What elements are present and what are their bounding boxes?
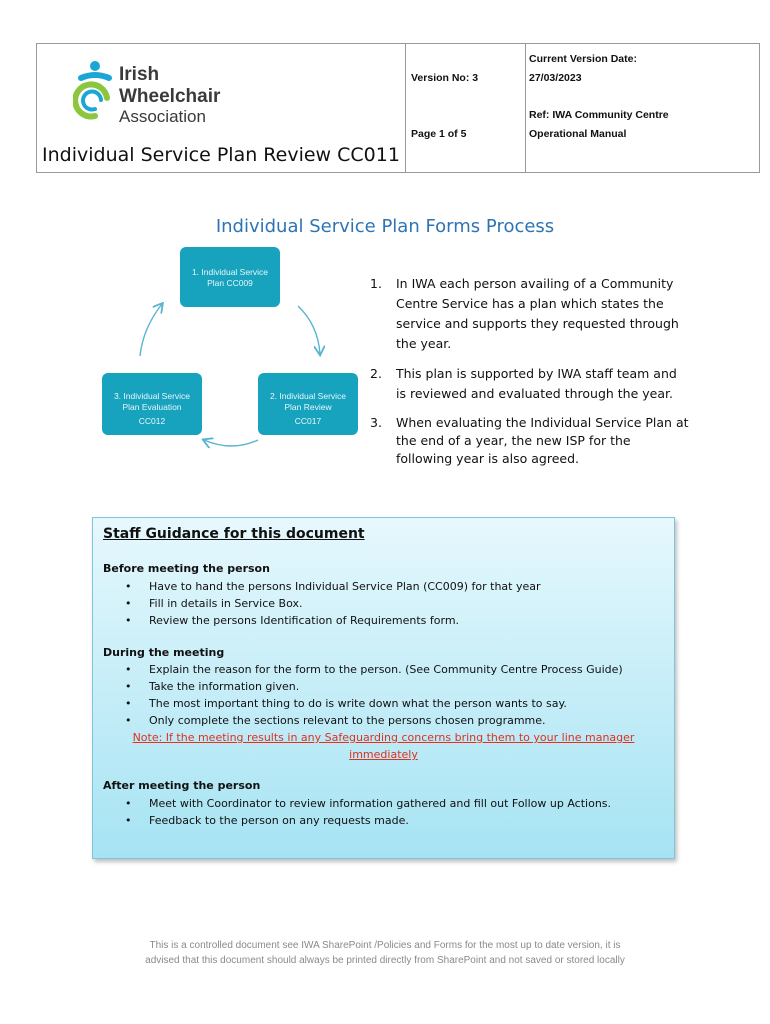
process-box-review-line3: CC017 [294, 416, 322, 426]
safeguarding-note-line2: immediately [349, 748, 418, 761]
controlled-document-footer [0, 938, 770, 968]
process-step: 2. This plan is supported by IWA staff team and is reviewed and evaluated through the year. [370, 366, 677, 401]
during-meeting-list [123, 661, 623, 729]
header-version-cell [405, 44, 526, 172]
process-box-plan-line1: 1. Individual Service [191, 267, 269, 277]
safeguarding-note-line1: Note: If the meeting results in any Safeguarding concerns bring them to your line manager [132, 731, 635, 744]
header-ref-cell [525, 44, 759, 172]
process-box-review-line2: Plan Review [284, 402, 332, 412]
list-item: • Only complete the sections relevant to the persons chosen programme. [123, 712, 623, 729]
list-item: • Feedback to the person on any requests made. [123, 812, 611, 829]
process-box-evaluation-line2: Plan Evaluation [122, 402, 182, 412]
current-version-label: Current Version Date: [529, 53, 637, 65]
after-meeting-heading: After meeting the person [103, 779, 261, 792]
ref-line-1: Ref: IWA Community Centre [529, 109, 669, 121]
process-box-plan [180, 247, 280, 307]
process-step: 3. When evaluating the Individual Service Plan at the end of a year, the new ISP for the following year is also agreed. [370, 415, 689, 466]
process-box-review [258, 373, 358, 435]
footer-line1: This is a controlled document see IWA SharePoint /Policies and Forms for the most up to date version, it is [149, 940, 621, 951]
footer-line2: advised that this document should always be printed directly from SharePoint and not saved or stored locally [145, 955, 625, 966]
staff-guidance-box [92, 517, 675, 859]
process-box-review-line1: 2. Individual Service [269, 391, 347, 401]
list-item: • The most important thing to do is write down what the person wants to say. [123, 695, 623, 712]
during-meeting-heading: During the meeting [103, 646, 225, 659]
after-meeting-list [123, 795, 611, 829]
safeguarding-note [93, 729, 674, 763]
list-item: • Meet with Coordinator to review information gathered and fill out Follow up Actions. [123, 795, 611, 812]
header-title-cell [37, 44, 406, 172]
process-box-evaluation [102, 373, 202, 435]
process-step: 1. In IWA each person availing of a Community Centre Service has a plan which states the service and supports they requested through the year. [370, 276, 679, 351]
arrow-review-to-evaluation [204, 440, 258, 446]
page-number: Page 1 of 5 [411, 128, 467, 140]
process-box-evaluation-line1: 3. Individual Service [113, 391, 191, 401]
document-header [36, 43, 760, 173]
document-title: Individual Service Plan Review CC011 [42, 144, 400, 166]
list-item: • Fill in details in Service Box. [123, 595, 541, 612]
ref-line-2: Operational Manual [529, 128, 627, 140]
list-item: • Explain the reason for the form to the person. (See Community Centre Process Guide) [123, 661, 623, 678]
version-number: Version No: 3 [411, 72, 479, 84]
svg-text:Irish: Irish [119, 64, 160, 85]
process-box-evaluation-line3: CC012 [138, 416, 166, 426]
svg-text:Wheelchair: Wheelchair [119, 86, 221, 107]
list-item: • Take the information given. [123, 678, 623, 695]
process-box-plan-line2: Plan CC009 [207, 278, 253, 288]
before-meeting-heading: Before meeting the person [103, 562, 270, 575]
arrow-evaluation-to-plan [140, 304, 162, 356]
arrow-plan-to-review [298, 306, 320, 354]
list-item: • Have to hand the persons Individual Service Plan (CC009) for that year [123, 578, 541, 595]
process-title: Individual Service Plan Forms Process [215, 216, 555, 237]
list-item: • Review the persons Identification of Requirements form. [123, 612, 541, 629]
iwa-logo [73, 58, 243, 130]
process-steps [370, 274, 690, 478]
current-version-date: 27/03/2023 [529, 72, 582, 84]
guidance-title: Staff Guidance for this document [103, 526, 365, 542]
svg-text:Association: Association [119, 107, 206, 126]
before-meeting-list [123, 578, 541, 629]
